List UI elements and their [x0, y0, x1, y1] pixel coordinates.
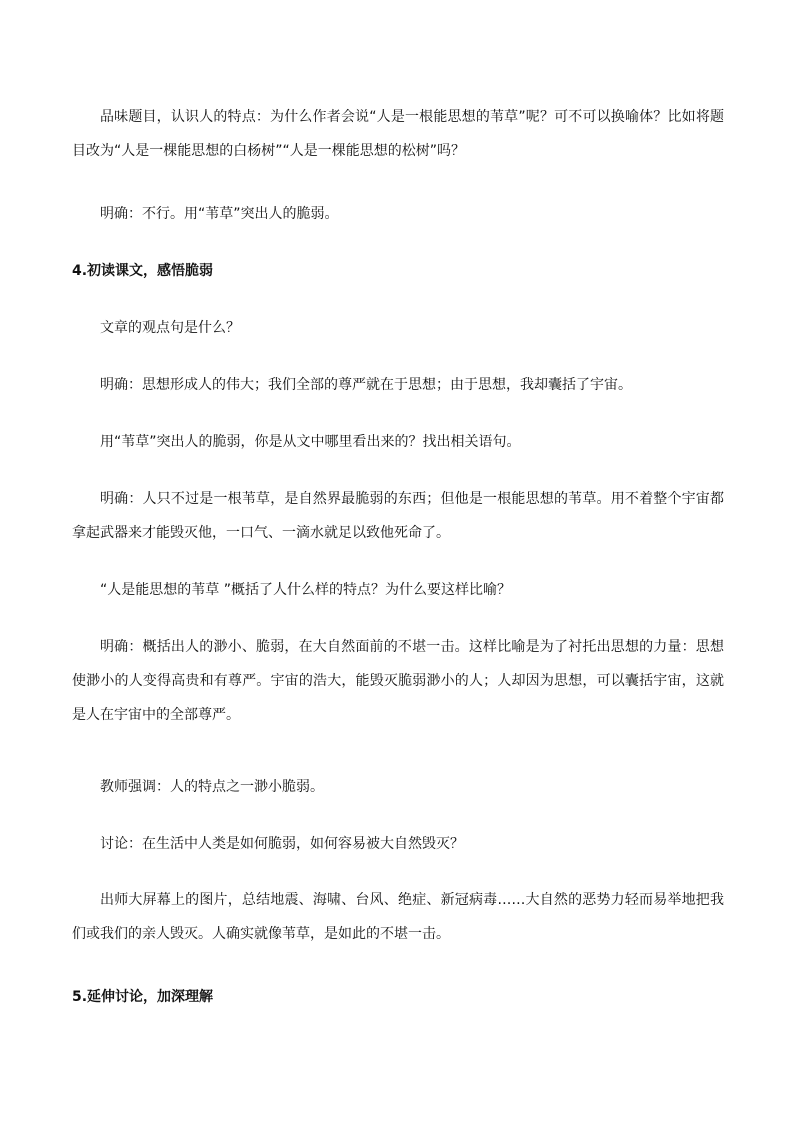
paragraph-metaphor-question: “人是能思想的苇草 ”概括了人什么样的特点？为什么要这样比喻？	[100, 582, 511, 598]
paragraph-discussion-question: 讨论：在生活中人类是如何脆弱，如何容易被大自然毁灭？	[100, 836, 464, 852]
paragraph-disaster-summary: 出师大屏幕上的图片，总结地震、海啸、台风、绝症、新冠病毒……大自然的恶势力轻而易举地把我们或我们的亲人毁灭。人确实就像苇草，是如此的不堪一击。	[72, 892, 724, 942]
paragraph-find-sentence-answer: 明确：人只不过是一根苇草，是自然界最脆弱的东西；但他是一根能思想的苇草。用不着整个宇宙都拿起武器来才能毁灭他，一口气、一滴水就足以致他死命了。	[72, 491, 724, 541]
section-heading-5: 5.延伸讨论，加深理解	[72, 989, 214, 1005]
paragraph-viewpoint-question: 文章的观点句是什么？	[100, 320, 240, 336]
paragraph-teacher-emphasis: 教师强调：人的特点之一渺小脆弱。	[100, 779, 324, 795]
paragraph-metaphor-answer: 明确：概括出人的渺小、脆弱，在大自然面前的不堪一击。这样比喻是为了衬托出思想的力量：思想使渺小的人变得高贵和有尊严。宇宙的浩大，能毁灭脆弱渺小的人；人却因为思想，可以囊括宇宙，这就是人在宇宙中的全部尊严。	[72, 639, 724, 723]
paragraph-viewpoint-answer: 明确：思想形成人的伟大；我们全部的尊严就在于思想；由于思想，我却囊括了宇宙。	[100, 377, 632, 393]
paragraph-find-sentence-question: 用“苇草”突出人的脆弱，你是从文中哪里看出来的？找出相关语句。	[100, 434, 521, 450]
paragraph-answer-weakness: 明确：不行。用“苇草”突出人的脆弱。	[100, 206, 339, 222]
paragraph-title-analysis: 品味题目，认识人的特点：为什么作者会说“人是一根能思想的苇草”呢？可不可以换喻体？比如将题目改为“人是一棵能思想的白杨树”“人是一棵能思想的松树”吗？	[72, 109, 724, 159]
section-heading-4: 4.初读课文，感悟脆弱	[72, 263, 214, 279]
